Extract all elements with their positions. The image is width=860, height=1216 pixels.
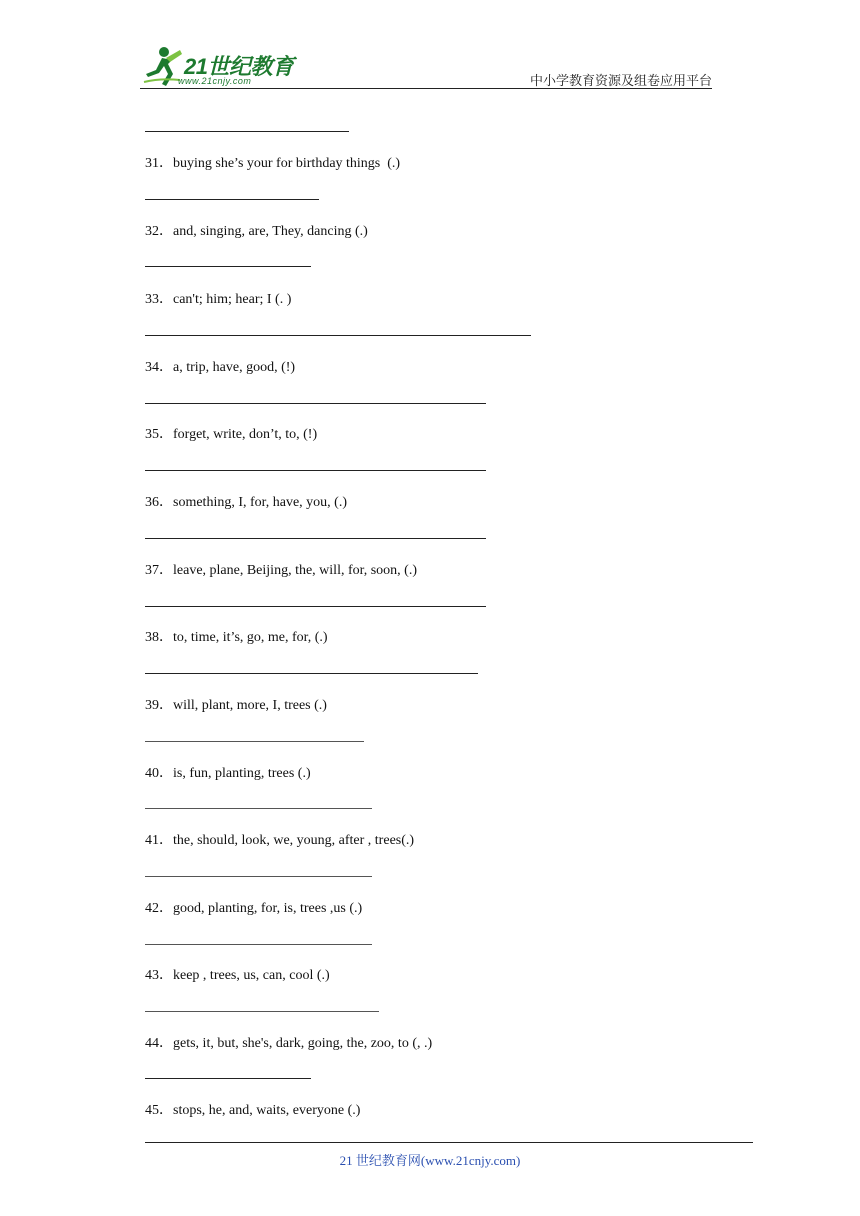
answer-line [145,1078,311,1079]
question-40 [145,762,311,782]
answer-line [145,538,486,539]
question-number: 33． [145,292,173,307]
answer-line [145,1011,379,1012]
answer-line [145,131,349,132]
answer-line [145,266,311,267]
question-number: 31． [145,156,173,171]
question-37 [145,559,417,579]
logo-url: www.21cnjy.com [178,76,252,86]
question-text: a, trip, have, good, (!) [173,360,296,375]
question-number: 39． [145,698,173,713]
question-number: 41． [145,833,173,848]
answer-line [145,470,486,471]
answer-line [145,199,319,200]
question-39 [145,694,327,714]
question-text: keep , trees, us, can, cool (.) [173,968,330,983]
answer-line [145,808,372,809]
question-number: 32． [145,224,173,239]
question-number: 35． [145,427,173,442]
question-number: 36． [145,495,173,510]
answer-line [145,876,372,877]
header-platform-text: 中小学教育资源及组卷应用平台 [529,74,712,89]
question-36 [145,491,347,511]
question-text: gets, it, but, she's, dark, going, the, zoo, to (, .) [173,1036,433,1051]
question-number: 42． [145,901,173,916]
question-number: 45． [145,1103,173,1118]
question-text: will, plant, more, I, trees (.) [173,698,327,713]
answer-line [145,944,372,945]
question-text: buying she’s your for birthday things (.) [173,156,401,171]
answer-line [145,673,478,674]
footer-link[interactable]: 21 世纪教育网(www.21cnjy.com) [339,1153,521,1168]
question-number: 43． [145,968,173,983]
question-35 [145,423,317,443]
question-text: stops, he, and, waits, everyone (.) [173,1103,361,1118]
question-34 [145,356,295,376]
question-32 [145,220,368,240]
question-44 [145,1032,432,1052]
answer-line [145,403,486,404]
logo-text: 21世纪教育 [184,54,294,79]
question-number: 40． [145,766,173,781]
answer-line [145,741,364,742]
question-text: forget, write, don’t, to, (!) [173,427,318,442]
question-text: and, singing, are, They, dancing (.) [173,224,368,239]
question-41 [145,829,414,849]
header-rule [140,88,712,89]
question-45 [145,1099,360,1119]
page-header [140,42,712,90]
question-number: 44． [145,1036,173,1051]
answer-line [145,606,486,607]
question-text: to, time, it’s, go, me, for, (.) [173,630,328,645]
site-logo [140,42,310,90]
question-text: is, fun, planting, trees (.) [173,766,311,781]
question-number: 37． [145,563,173,578]
question-text: something, I, for, have, you, (.) [173,495,348,510]
question-31 [145,152,400,172]
question-number: 34． [145,360,173,375]
question-42 [145,897,362,917]
question-number: 38． [145,630,173,645]
question-33 [145,288,291,308]
question-text: can't; him; hear; I (. ) [173,292,292,307]
question-text: the, should, look, we, young, after , trees(.) [173,833,415,848]
question-38 [145,626,328,646]
footer-rule [145,1142,753,1143]
question-text: leave, plane, Beijing, the, will, for, soon, (.) [173,563,417,578]
question-43 [145,964,330,984]
answer-line [145,335,531,336]
question-text: good, planting, for, is, trees ,us (.) [173,901,363,916]
